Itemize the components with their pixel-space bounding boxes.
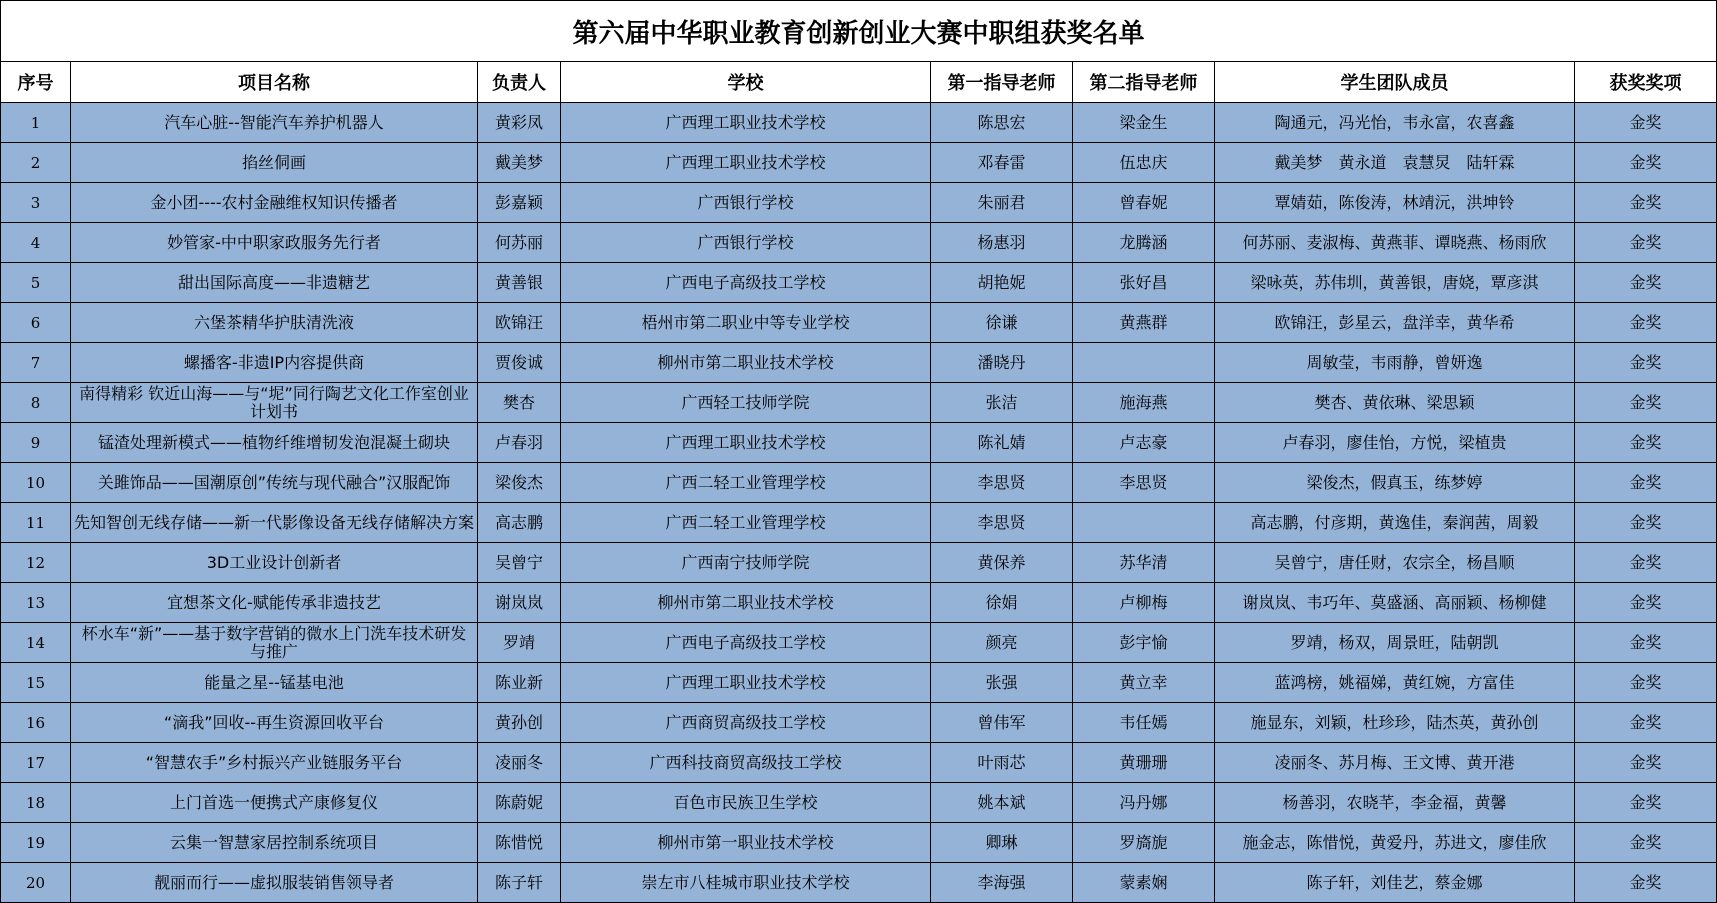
- cell-index[interactable]: 12: [1, 543, 71, 583]
- header-leader[interactable]: 负责人: [478, 62, 561, 103]
- cell-award[interactable]: 金奖: [1575, 383, 1717, 423]
- cell-leader[interactable]: 梁俊杰: [478, 463, 561, 503]
- cell-team-members[interactable]: 梁俊杰，假真玉，练梦婷: [1215, 463, 1575, 503]
- cell-second-advisor[interactable]: 伍忠庆: [1073, 143, 1215, 183]
- cell-project-name[interactable]: 锰渣处理新模式——植物纤维增韧发泡混凝土砌块: [71, 423, 478, 463]
- cell-second-advisor[interactable]: 卢柳梅: [1073, 583, 1215, 623]
- cell-second-advisor[interactable]: 韦任嫣: [1073, 703, 1215, 743]
- table-row: [1, 223, 1717, 263]
- table-row: [1, 503, 1717, 543]
- cell-team-members[interactable]: 戴美梦 黄永道 袁慧炅 陆轩霖: [1215, 143, 1575, 183]
- cell-leader[interactable]: 卢春羽: [478, 423, 561, 463]
- cell-second-advisor[interactable]: 黄立幸: [1073, 663, 1215, 703]
- cell-first-advisor[interactable]: 邓春雷: [931, 143, 1073, 183]
- cell-team-members[interactable]: 杨善羽，农晓芊，李金福，黄馨: [1215, 783, 1575, 823]
- cell-leader[interactable]: 彭嘉颖: [478, 183, 561, 223]
- cell-school[interactable]: 广西电子高级技工学校: [561, 623, 931, 663]
- cell-project-name[interactable]: 六堡茶精华护肤清洗液: [71, 303, 478, 343]
- cell-second-advisor[interactable]: [1073, 503, 1215, 543]
- cell-leader[interactable]: 陈蔚妮: [478, 783, 561, 823]
- cell-leader[interactable]: 戴美梦: [478, 143, 561, 183]
- cell-second-advisor[interactable]: [1073, 343, 1215, 383]
- cell-team-members[interactable]: 施金志，陈惜悦，黄爱丹，苏进文，廖佳欣: [1215, 823, 1575, 863]
- cell-school[interactable]: 梧州市第二职业中等专业学校: [561, 303, 931, 343]
- cell-team-members[interactable]: 欧锦汪，彭星云，盘洋幸，黄华希: [1215, 303, 1575, 343]
- cell-first-advisor[interactable]: 颜亮: [931, 623, 1073, 663]
- table-row: [1, 383, 1717, 423]
- cell-index[interactable]: 16: [1, 703, 71, 743]
- cell-first-advisor[interactable]: 朱丽君: [931, 183, 1073, 223]
- cell-team-members[interactable]: 凌丽冬、苏月梅、王文博、黄开港: [1215, 743, 1575, 783]
- cell-project-name[interactable]: 能量之星--锰基电池: [71, 663, 478, 703]
- cell-award[interactable]: 金奖: [1575, 183, 1717, 223]
- header-project-name[interactable]: 项目名称: [71, 62, 478, 103]
- cell-leader[interactable]: 黄善银: [478, 263, 561, 303]
- cell-award[interactable]: 金奖: [1575, 343, 1717, 383]
- cell-first-advisor[interactable]: 潘晓丹: [931, 343, 1073, 383]
- cell-project-name[interactable]: 先知智创无线存储——新一代影像设备无线存储解决方案: [71, 503, 478, 543]
- cell-award[interactable]: 金奖: [1575, 543, 1717, 583]
- table-row: [1, 863, 1717, 903]
- cell-school[interactable]: 广西科技商贸高级技工学校: [561, 743, 931, 783]
- table-row: [1, 663, 1717, 703]
- cell-first-advisor[interactable]: 陈礼婧: [931, 423, 1073, 463]
- cell-leader[interactable]: 凌丽冬: [478, 743, 561, 783]
- cell-project-name[interactable]: 云集一智慧家居控制系统项目: [71, 823, 478, 863]
- cell-project-name[interactable]: 南得精彩 钦近山海——与“坭”同行陶艺文化工作室创业计划书: [71, 383, 478, 423]
- table-row: [1, 543, 1717, 583]
- cell-team-members[interactable]: 卢春羽，廖佳怡，方悦，梁植贵: [1215, 423, 1575, 463]
- cell-first-advisor[interactable]: 姚本斌: [931, 783, 1073, 823]
- cell-award[interactable]: 金奖: [1575, 583, 1717, 623]
- cell-leader[interactable]: 何苏丽: [478, 223, 561, 263]
- header-team-members[interactable]: 学生团队成员: [1215, 62, 1575, 103]
- cell-first-advisor[interactable]: 黄保养: [931, 543, 1073, 583]
- cell-leader[interactable]: 欧锦汪: [478, 303, 561, 343]
- cell-index[interactable]: 1: [1, 103, 71, 143]
- cell-team-members[interactable]: 梁咏英，苏伟圳，黄善银，唐娆，覃彦淇: [1215, 263, 1575, 303]
- cell-second-advisor[interactable]: 冯丹娜: [1073, 783, 1215, 823]
- cell-leader[interactable]: 贾俊诚: [478, 343, 561, 383]
- cell-index[interactable]: 18: [1, 783, 71, 823]
- header-index[interactable]: 序号: [1, 62, 71, 103]
- table-row: [1, 143, 1717, 183]
- cell-index[interactable]: 5: [1, 263, 71, 303]
- table-row: [1, 823, 1717, 863]
- cell-project-name[interactable]: 甜出国际高度——非遗糖艺: [71, 263, 478, 303]
- cell-index[interactable]: 20: [1, 863, 71, 903]
- table-row: [1, 423, 1717, 463]
- table-row: [1, 743, 1717, 783]
- cell-team-members[interactable]: 施显东，刘颖，杜珍珍，陆杰英，黄孙创: [1215, 703, 1575, 743]
- cell-team-members[interactable]: 吴曾宁，唐任财，农宗全，杨昌顺: [1215, 543, 1575, 583]
- table-row: [1, 463, 1717, 503]
- cell-index[interactable]: 11: [1, 503, 71, 543]
- cell-project-name[interactable]: 金小团----农村金融维权知识传播者: [71, 183, 478, 223]
- cell-first-advisor[interactable]: 徐娟: [931, 583, 1073, 623]
- cell-leader[interactable]: 罗靖: [478, 623, 561, 663]
- cell-team-members[interactable]: 陈子轩，刘佳艺，蔡金娜: [1215, 863, 1575, 903]
- cell-leader[interactable]: 黄孙创: [478, 703, 561, 743]
- cell-team-members[interactable]: 周敏莹，韦雨静，曾妍逸: [1215, 343, 1575, 383]
- cell-second-advisor[interactable]: 梁金生: [1073, 103, 1215, 143]
- cell-school[interactable]: 广西商贸高级技工学校: [561, 703, 931, 743]
- cell-second-advisor[interactable]: 卢志豪: [1073, 423, 1215, 463]
- cell-index[interactable]: 3: [1, 183, 71, 223]
- cell-award[interactable]: 金奖: [1575, 103, 1717, 143]
- cell-index[interactable]: 2: [1, 143, 71, 183]
- cell-award[interactable]: 金奖: [1575, 143, 1717, 183]
- table-row: [1, 703, 1717, 743]
- cell-second-advisor[interactable]: 龙腾涵: [1073, 223, 1215, 263]
- cell-team-members[interactable]: 谢岚岚、韦巧年、莫盛涵、高丽颖、杨柳健: [1215, 583, 1575, 623]
- cell-team-members[interactable]: 樊杏、黄依琳、梁思颖: [1215, 383, 1575, 423]
- header-award[interactable]: 获奖奖项: [1575, 62, 1717, 103]
- cell-award[interactable]: 金奖: [1575, 743, 1717, 783]
- cell-first-advisor[interactable]: 徐谦: [931, 303, 1073, 343]
- cell-school[interactable]: 广西银行学校: [561, 183, 931, 223]
- cell-award[interactable]: 金奖: [1575, 703, 1717, 743]
- table-row: [1, 783, 1717, 823]
- cell-school[interactable]: 广西理工职业技术学校: [561, 663, 931, 703]
- cell-second-advisor[interactable]: 罗旖旎: [1073, 823, 1215, 863]
- cell-index[interactable]: 10: [1, 463, 71, 503]
- cell-school[interactable]: 广西理工职业技术学校: [561, 423, 931, 463]
- cell-award[interactable]: 金奖: [1575, 863, 1717, 903]
- cell-school[interactable]: 广西轻工技师学院: [561, 383, 931, 423]
- cell-award[interactable]: 金奖: [1575, 503, 1717, 543]
- cell-leader[interactable]: 陈业新: [478, 663, 561, 703]
- table-row: [1, 263, 1717, 303]
- cell-project-name[interactable]: 3D工业设计创新者: [71, 543, 478, 583]
- cell-second-advisor[interactable]: 彭宇愉: [1073, 623, 1215, 663]
- cell-school[interactable]: 崇左市八桂城市职业技术学校: [561, 863, 931, 903]
- cell-second-advisor[interactable]: 蒙素娴: [1073, 863, 1215, 903]
- cell-leader[interactable]: 陈惜悦: [478, 823, 561, 863]
- cell-school[interactable]: 柳州市第一职业技术学校: [561, 823, 931, 863]
- cell-first-advisor[interactable]: 张强: [931, 663, 1073, 703]
- header-second-advisor[interactable]: 第二指导老师: [1073, 62, 1215, 103]
- cell-index[interactable]: 13: [1, 583, 71, 623]
- cell-project-name[interactable]: 螺播客-非遗IP内容提供商: [71, 343, 478, 383]
- table-row: [1, 583, 1717, 623]
- cell-index[interactable]: 6: [1, 303, 71, 343]
- cell-index[interactable]: 17: [1, 743, 71, 783]
- cell-award[interactable]: 金奖: [1575, 463, 1717, 503]
- cell-project-name[interactable]: 妙管家-中中职家政服务先行者: [71, 223, 478, 263]
- cell-second-advisor[interactable]: 李思贤: [1073, 463, 1215, 503]
- header-first-advisor[interactable]: 第一指导老师: [931, 62, 1073, 103]
- table-row: [1, 303, 1717, 343]
- cell-project-name[interactable]: 靓丽而行——虚拟服装销售领导者: [71, 863, 478, 903]
- cell-project-name[interactable]: 宜想茶文化-赋能传承非遗技艺: [71, 583, 478, 623]
- cell-school[interactable]: 柳州市第二职业技术学校: [561, 343, 931, 383]
- cell-project-name[interactable]: 杯水车“新”——基于数字营销的微水上门洗车技术研发与推广: [71, 623, 478, 663]
- cell-team-members[interactable]: 蓝鸿榜，姚福娣，黄红婉，方富佳: [1215, 663, 1575, 703]
- cell-first-advisor[interactable]: 李思贤: [931, 463, 1073, 503]
- cell-index[interactable]: 4: [1, 223, 71, 263]
- cell-second-advisor[interactable]: 黄珊珊: [1073, 743, 1215, 783]
- cell-leader[interactable]: 樊杏: [478, 383, 561, 423]
- cell-first-advisor[interactable]: 叶雨芯: [931, 743, 1073, 783]
- cell-leader[interactable]: 吴曾宁: [478, 543, 561, 583]
- cell-second-advisor[interactable]: 黄燕群: [1073, 303, 1215, 343]
- cell-first-advisor[interactable]: 陈思宏: [931, 103, 1073, 143]
- cell-award[interactable]: 金奖: [1575, 263, 1717, 303]
- cell-first-advisor[interactable]: 曾伟军: [931, 703, 1073, 743]
- cell-project-name[interactable]: “滴我”回收--再生资源回收平台: [71, 703, 478, 743]
- cell-second-advisor[interactable]: 张好昌: [1073, 263, 1215, 303]
- cell-award[interactable]: 金奖: [1575, 303, 1717, 343]
- cell-second-advisor[interactable]: 曾春妮: [1073, 183, 1215, 223]
- cell-team-members[interactable]: 陶通元，冯光怡，韦永富，农喜鑫: [1215, 103, 1575, 143]
- table-row: [1, 183, 1717, 223]
- cell-school[interactable]: 百色市民族卫生学校: [561, 783, 931, 823]
- header-school[interactable]: 学校: [561, 62, 931, 103]
- table-row: [1, 103, 1717, 143]
- cell-school[interactable]: 广西理工职业技术学校: [561, 103, 931, 143]
- cell-school[interactable]: 广西二轻工业管理学校: [561, 463, 931, 503]
- cell-award[interactable]: 金奖: [1575, 423, 1717, 463]
- cell-school[interactable]: 广西二轻工业管理学校: [561, 503, 931, 543]
- cell-project-name[interactable]: 关雎饰品——国潮原创”传统与现代融合”汉服配饰: [71, 463, 478, 503]
- cell-team-members[interactable]: 覃婧茹，陈俊涛，林靖沅，洪坤铃: [1215, 183, 1575, 223]
- cell-second-advisor[interactable]: 施海燕: [1073, 383, 1215, 423]
- cell-project-name[interactable]: 上门首选一便携式产康修复仪: [71, 783, 478, 823]
- cell-team-members[interactable]: 何苏丽、麦淑梅、黄燕菲、谭晓燕、杨雨欣: [1215, 223, 1575, 263]
- cell-project-name[interactable]: 汽车心脏--智能汽车养护机器人: [71, 103, 478, 143]
- cell-first-advisor[interactable]: 胡艳妮: [931, 263, 1073, 303]
- cell-team-members[interactable]: 罗靖，杨双，周景旺，陆朝凯: [1215, 623, 1575, 663]
- cell-first-advisor[interactable]: 张洁: [931, 383, 1073, 423]
- cell-school[interactable]: 广西银行学校: [561, 223, 931, 263]
- cell-index[interactable]: 19: [1, 823, 71, 863]
- cell-award[interactable]: 金奖: [1575, 223, 1717, 263]
- cell-school[interactable]: 柳州市第二职业技术学校: [561, 583, 931, 623]
- cell-award[interactable]: 金奖: [1575, 783, 1717, 823]
- cell-project-name[interactable]: “智慧农手”乡村振兴产业链服务平台: [71, 743, 478, 783]
- cell-first-advisor[interactable]: 李思贤: [931, 503, 1073, 543]
- cell-index[interactable]: 9: [1, 423, 71, 463]
- cell-leader[interactable]: 陈子轩: [478, 863, 561, 903]
- cell-second-advisor[interactable]: 苏华清: [1073, 543, 1215, 583]
- cell-school[interactable]: 广西南宁技师学院: [561, 543, 931, 583]
- cell-team-members[interactable]: 高志鹏，付彦期，黄逸佳，秦润茜，周毅: [1215, 503, 1575, 543]
- cell-award[interactable]: 金奖: [1575, 823, 1717, 863]
- cell-leader[interactable]: 黄彩凤: [478, 103, 561, 143]
- cell-school[interactable]: 广西电子高级技工学校: [561, 263, 931, 303]
- table-row: [1, 623, 1717, 663]
- cell-first-advisor[interactable]: 李海强: [931, 863, 1073, 903]
- table-row: [1, 343, 1717, 383]
- cell-award[interactable]: 金奖: [1575, 663, 1717, 703]
- cell-index[interactable]: 15: [1, 663, 71, 703]
- cell-project-name[interactable]: 掐丝侗画: [71, 143, 478, 183]
- cell-leader[interactable]: 谢岚岚: [478, 583, 561, 623]
- cell-index[interactable]: 7: [1, 343, 71, 383]
- cell-award[interactable]: 金奖: [1575, 623, 1717, 663]
- cell-leader[interactable]: 高志鹏: [478, 503, 561, 543]
- sheet-title[interactable]: 第六届中华职业教育创新创业大赛中职组获奖名单: [1, 1, 1717, 62]
- cell-first-advisor[interactable]: 杨惠羽: [931, 223, 1073, 263]
- cell-school[interactable]: 广西理工职业技术学校: [561, 143, 931, 183]
- cell-index[interactable]: 14: [1, 623, 71, 663]
- cell-index[interactable]: 8: [1, 383, 71, 423]
- cell-first-advisor[interactable]: 卿琳: [931, 823, 1073, 863]
